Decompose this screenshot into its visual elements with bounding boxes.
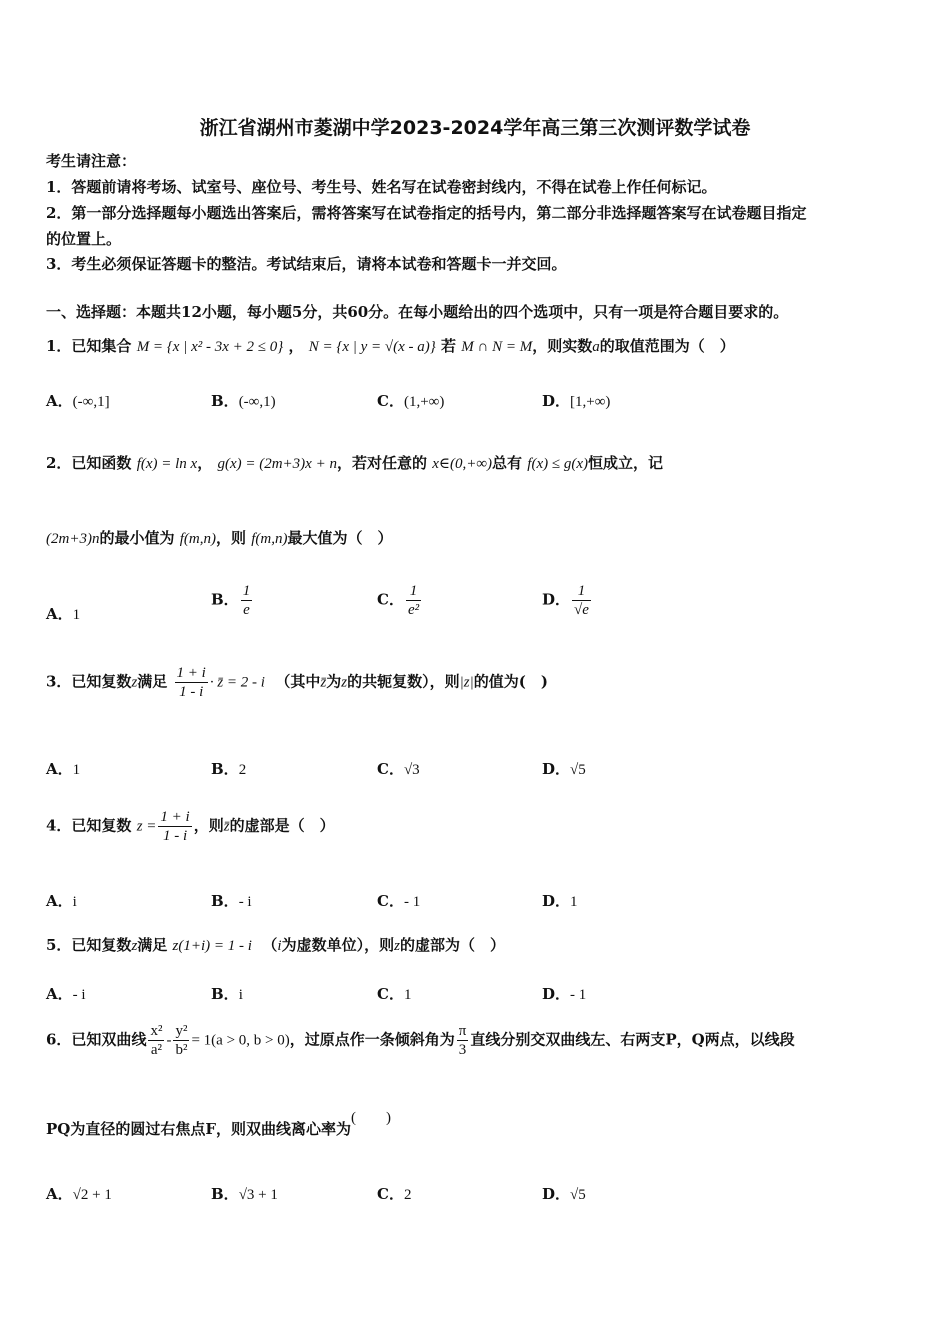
q1-set-n: N = {x | y = √(x - a)} xyxy=(308,339,436,355)
option-label: A． xyxy=(46,1185,73,1203)
q2-option-a[interactable] xyxy=(46,603,80,624)
option-value: √5 xyxy=(570,762,586,778)
q1-prefix: 1．已知集合 xyxy=(46,337,132,355)
question-3 xyxy=(46,664,548,701)
q3-z: z xyxy=(131,674,138,691)
option-label: A． xyxy=(46,605,73,623)
q2-text7: 最大值为（ ） xyxy=(287,529,393,547)
q1-set-m: M = {x | x² - 3x + 2 ≤ 0} xyxy=(136,339,284,355)
q6-answer-paren: ( ) xyxy=(351,1110,391,1126)
q2-text5: 的最小值为 xyxy=(99,529,175,547)
frac-numerator: y² xyxy=(175,1023,188,1039)
q3-absz: |z| xyxy=(459,674,474,691)
option-value: - 1 xyxy=(403,894,421,910)
option-value: √3 xyxy=(403,762,420,778)
frac-numerator: 1 xyxy=(406,582,421,601)
frac-denominator: 3 xyxy=(458,1042,467,1058)
q5-option-d[interactable] xyxy=(542,983,586,1004)
q5-option-b[interactable] xyxy=(211,983,243,1004)
q5-text2: 满足 xyxy=(137,936,168,954)
notice-item-3: 3．考生必须保证答题卡的整洁。考试结束后，请将本试卷和答题卡一并交回。 xyxy=(46,255,567,273)
q2-prefix: 2．已知函数 xyxy=(46,454,132,472)
option-value: - 1 xyxy=(570,987,587,1003)
q1-text2: 若 xyxy=(441,337,457,355)
frac-denominator: b² xyxy=(175,1042,188,1058)
frac-denominator: 1 - i xyxy=(179,684,204,700)
option-value: [1,+∞) xyxy=(570,394,611,410)
q5-z2: z xyxy=(394,938,400,954)
q6-line2: PQ为直径的圆过右焦点F，则双曲线离心率为 xyxy=(46,1120,351,1138)
option-value: i xyxy=(238,987,243,1003)
q2-domain: x∈(0,+∞) xyxy=(432,456,493,472)
frac-denominator: 1 - i xyxy=(162,828,188,844)
q4-option-c[interactable] xyxy=(377,890,420,911)
frac-numerator: 1 + i xyxy=(176,665,206,681)
option-label: A． xyxy=(46,760,73,778)
q3-option-c[interactable] xyxy=(377,758,420,779)
option-label: D． xyxy=(542,392,571,410)
option-label: A． xyxy=(46,392,73,410)
option-label: A． xyxy=(46,985,73,1003)
option-label: D． xyxy=(542,590,571,609)
option-value: √3 + 1 xyxy=(238,1187,278,1203)
q5-z: z xyxy=(131,938,138,954)
option-label: C． xyxy=(377,392,404,410)
q1-comma: ， xyxy=(288,337,304,355)
q1-option-b[interactable] xyxy=(211,390,276,411)
q2-g: g(x) = (2m+3)x + n xyxy=(217,456,337,472)
frac-numerator: π xyxy=(458,1023,467,1039)
q2-text4: 恒成立，记 xyxy=(587,454,663,472)
q4-option-d[interactable] xyxy=(542,890,578,911)
option-value: 1 xyxy=(570,894,578,910)
q6-option-c[interactable] xyxy=(377,1183,411,1204)
q2-inequality: f(x) ≤ g(x) xyxy=(527,456,588,472)
option-label: C． xyxy=(377,892,404,910)
q4-lhs: z = xyxy=(136,818,157,835)
option-value: (-∞,1] xyxy=(72,394,110,410)
question-1 xyxy=(46,335,735,356)
q6-option-a[interactable] xyxy=(46,1183,112,1204)
q4-zbar: z̄ xyxy=(223,818,230,835)
question-6 xyxy=(46,1022,795,1059)
frac-denominator: e xyxy=(243,602,250,618)
q3-text6: 的值为( ) xyxy=(473,672,548,691)
option-label: D． xyxy=(542,892,571,910)
q5-text5: 的虚部为（ ） xyxy=(399,936,505,954)
notice-heading: 考生请注意： xyxy=(46,152,137,170)
option-value: 1 xyxy=(72,762,81,778)
question-2 xyxy=(46,452,663,473)
option-value: 1 xyxy=(403,987,412,1003)
q5-prefix: 5．已知复数 xyxy=(46,936,132,954)
q5-option-a[interactable] xyxy=(46,983,86,1004)
option-value: (1,+∞) xyxy=(403,394,445,410)
q2-expr: (2m+3)n xyxy=(46,531,100,547)
question-6-cont xyxy=(46,1110,391,1139)
q2-comma: ， xyxy=(197,454,213,472)
frac-numerator: 1 + i xyxy=(160,809,190,825)
frac-denominator: e² xyxy=(407,602,420,618)
option-label: B． xyxy=(211,590,239,609)
q2-option-c[interactable] xyxy=(377,582,423,619)
option-label: D． xyxy=(542,1185,571,1203)
q1-text3: ，则实数 xyxy=(532,337,593,355)
q3-prefix: 3．已知复数 xyxy=(46,672,132,691)
q6-text2: ，过原点作一条倾斜角为 xyxy=(289,1030,455,1049)
q3-option-b[interactable] xyxy=(211,758,246,779)
option-value: √2 + 1 xyxy=(72,1187,112,1203)
q2-text3: 总有 xyxy=(492,454,523,472)
q2-fmn-2: f(m,n) xyxy=(251,531,288,547)
q1-option-d[interactable] xyxy=(542,390,610,411)
option-label: B． xyxy=(211,892,239,910)
q3-text2: 满足 xyxy=(137,672,168,691)
q1-option-c[interactable] xyxy=(377,390,444,411)
frac-denominator: a² xyxy=(150,1042,163,1058)
q5-text3: （ xyxy=(262,936,278,954)
frac-denominator: √e xyxy=(574,602,589,618)
q4-prefix: 4．已知复数 xyxy=(46,816,132,835)
option-label: A． xyxy=(46,892,73,910)
q2-fmn: f(m,n) xyxy=(179,531,216,547)
option-label: B． xyxy=(211,1185,239,1203)
option-value: (-∞,1) xyxy=(238,394,276,410)
option-label: B． xyxy=(211,985,239,1003)
frac-numerator: x² xyxy=(150,1023,163,1039)
q3-z2: z xyxy=(341,674,348,691)
q2-option-b[interactable] xyxy=(211,582,254,619)
q4-text3: 的虚部是（ ） xyxy=(229,816,335,835)
frac-numerator: 1 xyxy=(242,583,251,599)
notice-item-1: 1．答题前请将考场、试室号、座位号、考生号、姓名写在试卷密封线内，不得在试卷上作任何标记。 xyxy=(46,178,717,196)
option-value: 2 xyxy=(238,762,247,778)
option-label: D． xyxy=(542,985,571,1003)
q4-option-b[interactable] xyxy=(211,890,252,911)
option-label: C． xyxy=(377,1185,404,1203)
q2-text6: ，则 xyxy=(215,529,246,547)
q2-option-d[interactable] xyxy=(542,582,593,619)
option-value: - i xyxy=(238,894,252,910)
q6-option-d[interactable] xyxy=(542,1183,586,1204)
question-2-cont xyxy=(46,527,392,548)
q3-zbar: z̄ xyxy=(320,674,327,691)
q3-option-a[interactable] xyxy=(46,758,80,779)
q3-option-d[interactable] xyxy=(542,758,586,779)
q5-option-c[interactable] xyxy=(377,983,411,1004)
q4-option-a[interactable] xyxy=(46,890,77,911)
option-label: C． xyxy=(377,760,404,778)
option-label: B． xyxy=(211,392,239,410)
option-value: √5 xyxy=(570,1187,586,1203)
q6-equation-rest: = 1(a > 0, b > 0) xyxy=(191,1032,290,1049)
option-label: C． xyxy=(377,985,404,1003)
q4-text2: ，则 xyxy=(193,816,224,835)
option-label: C． xyxy=(377,590,404,609)
question-4 xyxy=(46,808,335,845)
q3-text4: 为 xyxy=(326,672,342,691)
q6-option-b[interactable] xyxy=(211,1183,278,1204)
section-heading: 一、选择题：本题共12小题，每小题5分，共60分。在每小题给出的四个选项中，只有一项是符合题目要求的。 xyxy=(46,303,789,321)
q1-var: a xyxy=(592,339,600,355)
q6-prefix: 6．已知双曲线 xyxy=(46,1030,147,1049)
q1-condition: M ∩ N = M xyxy=(461,339,533,355)
q1-text4: 的取值范围为（ ） xyxy=(599,337,735,355)
option-label: D． xyxy=(542,760,571,778)
q3-text5: 的共轭复数），则 xyxy=(347,672,460,691)
q5-text4: 为虚数单位），则 xyxy=(281,936,395,954)
option-value: 1 xyxy=(72,607,81,623)
q6-text3: 直线分别交双曲线左、右两支P，Q两点，以线段 xyxy=(470,1030,795,1049)
option-value: - i xyxy=(72,987,86,1003)
option-label: B． xyxy=(211,760,239,778)
q3-text3: （其中 xyxy=(275,672,321,691)
q5-i: i xyxy=(277,938,282,954)
q2-text2: ，若对任意的 xyxy=(336,454,427,472)
option-value: 2 xyxy=(403,1187,412,1203)
notice-item-2-cont: 的位置上。 xyxy=(46,230,122,248)
q5-equation: z(1+i) = 1 - i xyxy=(172,938,252,954)
page-title: 浙江省湖州市菱湖中学2023-2024学年高三第三次测评数学试卷 xyxy=(199,117,751,139)
frac-numerator: 1 xyxy=(572,582,591,601)
q2-f: f(x) = ln x xyxy=(136,456,198,472)
q1-option-a[interactable] xyxy=(46,390,110,411)
q3-equation: · z̄ = 2 - i xyxy=(209,674,265,691)
q6-minus: - xyxy=(166,1032,172,1049)
question-5 xyxy=(46,934,505,955)
notice-item-2: 2．第一部分选择题每小题选出答案后，需将答案写在试卷指定的括号内，第二部分非选择题答案写在试卷题目指定 xyxy=(46,204,807,222)
option-value: i xyxy=(72,894,77,910)
